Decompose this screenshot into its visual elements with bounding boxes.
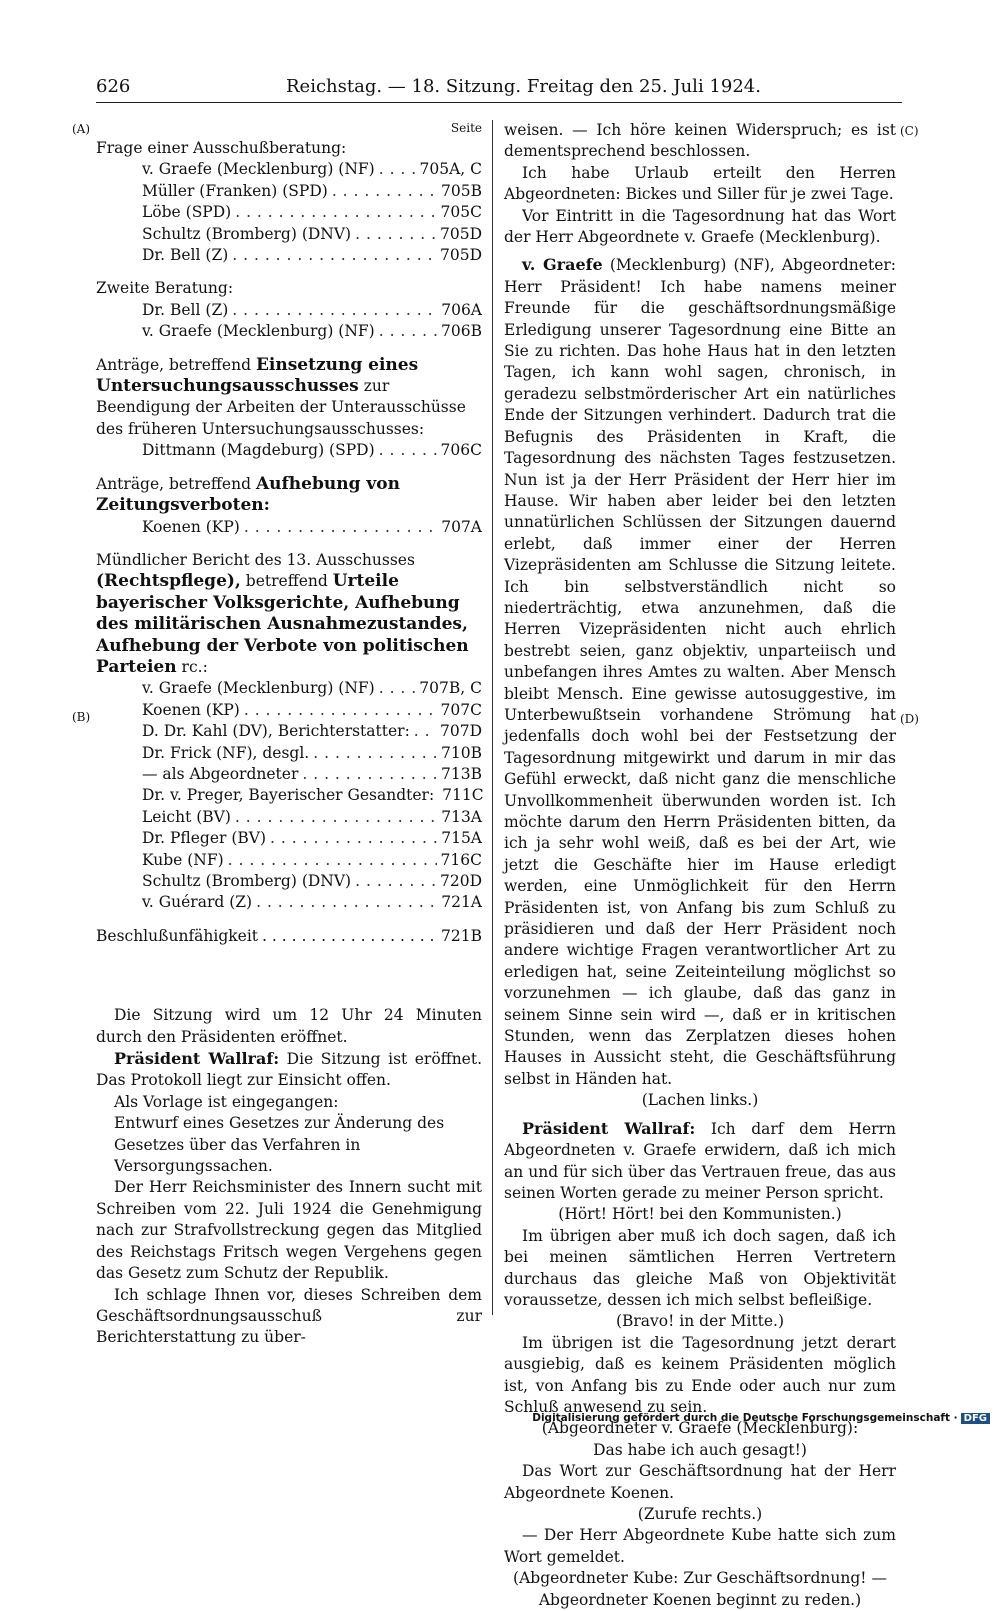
dfg-logo: DFG <box>961 1413 990 1424</box>
toc-entry: Koenen (KP) . . . 707A <box>96 517 482 538</box>
toc-entry: — als Abgeordneter . . . 713B <box>96 764 482 785</box>
toc-entry: v. Guérard (Z) . . . 721A <box>96 892 482 913</box>
margin-letter-c: (C) <box>900 124 919 138</box>
toc-entry: v. Graefe (Mecklenburg) (NF) . . . 706B <box>96 321 482 342</box>
toc-entry: Dr. Bell (Z) . . . 706A <box>96 300 482 321</box>
toc-entry: Schultz (Bromberg) (DNV) . . . 720D <box>96 871 482 892</box>
toc-entry: Dittmann (Magdeburg) (SPD) . . . 706C <box>96 440 482 461</box>
paragraph: Das Wort zur Geschäftsordnung hat der Herr Abgeordnete Koenen. <box>504 1462 896 1502</box>
interjection: (Abgeordneter v. Graefe (Mecklenburg): <box>541 1419 859 1438</box>
paragraph: Ich habe Urlaub erteilt den Herren Abgeordneten: Bickes und Siller für je zwei Tage. <box>504 163 896 204</box>
paragraph: Ich schlage Ihnen vor, dieses Schreiben dem Geschäftsordnungsausschuß zur Berichterstattung zu über- <box>96 1285 482 1347</box>
toc-entry: Dr. v. Preger, Bayerischer Gesandter: 711C <box>142 786 484 805</box>
paragraph: Die Sitzung wird um 12 Uhr 24 Minuten durch den Präsidenten eröffnet. <box>96 1006 482 1046</box>
toc-entry: Dr. Pfleger (BV) . . . 715A <box>96 828 482 849</box>
paragraph: v. Graefe (Mecklenburg) (NF), Abgeordneter: Herr Präsident! Ich habe namens meiner Freunde für die geschäftsordnungsmäßige Erledigung unserer Tagesordnung eine Bitte an Sie zu richten. Das hohe Haus hat in den letzten Tagen, ich kann wohl sagen, chronisch, in geradezu selbstmörderischer Art ein natürliches Ende der Sitzungen verhindert. Dadurch trat die Befugnis des Präsidenten in Kraft, die Tagesordnung des nächsten Tages festzusetzen. Nun ist ja der Herr Präsident der Herr hier im Hause. Wir haben aber leider bei den letzten unnatürlichen Schlüssen der Sitzungen dauernd erlebt, daß immer einer der Herren Vizepräsidenten am Schlusse die Sitzung leitete. Ich bin selbstverständlich nicht so niederträchtig, etwa anzunehmen, daß die Herren Vizepräsidenten nicht auch ehrlich bestrebt seien, ganz objektiv, unparteiisch und unbefangen ihres Amtes zu walten. Aber Mensch bleibt Mensch. Eine gewisse autosuggestive, im Unterbewußtsein vorhandene Strömung hat jedenfalls doch wohl bei der Festsetzung der Tagesordnung mitgewirkt und darum in mir das Gefühl erweckt, daß nicht ganz die menschliche Unvollkommenheit überwunden worden ist. Ich möchte darum den Herrn Präsidenten bitten, da ich ja sehr wohl weiß, daß es bei der Art, wie jetzt die Geschäfte hier im Hause erledigt werden, eine Unmöglichkeit für den Herrn Präsidenten ist, von Anfang bis zum Schluß zu präsidieren und daß der Herr Präsident noch andere wichtige Fragen verantwortlicher Art zu erledigen hat, seine Zeiteinteilung möglichst so vorzunehmen — ich glaube, daß das ganz in seinem Sinne sein wird —, daß er in kritischen Stunden, wenn das Zerplatzen dieses hohen Hauses in Aussicht steht, die Geschäftsführung selbst in Händen hat. <box>504 255 896 1088</box>
toc-group-1 <box>96 159 482 266</box>
toc-entry: Dr. Frick (NF), desgl. . . . 710B <box>96 743 482 764</box>
section-title: Frage einer Ausschußberatung: <box>96 139 347 157</box>
toc-entry: Dr. Bell (Z) . . . 705D <box>96 245 482 266</box>
toc-entry: Löbe (SPD) . . . 705C <box>96 202 482 223</box>
interjection: (Lachen links.) <box>641 1091 759 1110</box>
margin-letter-b: (B) <box>72 710 91 724</box>
toc-entry: Müller (Franken) (SPD) . . . 705B <box>96 181 482 202</box>
paragraph: Der Herr Reichsminister des Innern sucht mit Schreiben vom 22. Juli 1924 die Genehmigung nach zur Strafvollstreckung gegen das Mitglied des Reichstags Fritsch wegen Vergehens gegen das Gesetz zum Schutz der Republik. <box>96 1178 482 1283</box>
column-rule <box>492 120 493 1315</box>
paragraph: — Der Herr Abgeordnete Kube hatte sich zum Wort gemeldet. <box>504 1526 896 1566</box>
paragraph: Als Vorlage ist eingegangen: <box>114 1092 339 1111</box>
right-column <box>504 120 896 1611</box>
toc-entry: D. Dr. Kahl (DV), Berichterstatter: . . . 707D <box>96 721 482 742</box>
left-column <box>96 120 482 1349</box>
margin-letter-a: (A) <box>72 122 91 136</box>
paragraph: Im übrigen ist die Tagesordnung jetzt derart ausgiebig, daß es keinem Präsidenten möglich ist, von Anfang bis zu Ende oder auch nur zum Schluß anwesend zu sein. <box>504 1333 896 1416</box>
speaker-name: Präsident Wallraf: <box>522 1118 696 1138</box>
interjection: (Zurufe rechts.) <box>637 1505 763 1523</box>
running-title: Reichstag. — 18. Sitzung. Freitag den 25. Juli 1924. <box>286 76 761 97</box>
paragraph: Präsident Wallraf: Ich darf dem Herrn Abgeordneten v. Graefe erwidern, daß ich mich an und für sich über das Vertrauen freue, das aus seinen Worten gerade zu meiner Person spricht. <box>504 1118 896 1202</box>
interjection: Das habe ich auch gesagt!) <box>593 1440 807 1459</box>
speaker-name: Präsident Wallraf: <box>114 1049 280 1069</box>
margin-letter-d: (D) <box>900 712 919 726</box>
interjection: (Hört! Hört! bei den Kommunisten.) <box>558 1205 842 1224</box>
interjection: Abgeordneter Koenen beginnt zu reden.) <box>538 1590 862 1609</box>
speaker-name: v. Graefe <box>522 255 603 275</box>
toc-entry: Kube (NF) . . . 716C <box>96 850 482 871</box>
toc-group-5 <box>96 678 482 913</box>
page-header <box>96 74 902 103</box>
section-title: Anträge, betreffend Einsetzung eines Untersuchungsausschusses zur Beendigung der Arbeiten der Unterausschüsse des früheren Untersuchungsausschusses: <box>96 354 466 438</box>
toc-entry: Beschlußunfähigkeit . . . 721B <box>96 926 482 947</box>
toc-entry: v. Graefe (Mecklenburg) (NF) . . . 707B, C <box>96 678 482 699</box>
toc-entry: Koenen (KP) . . . 707C <box>96 700 482 721</box>
digitization-credit: Digitalisierung gefördert durch die Deutsche Forschungsgemeinschaft · DFG <box>532 1412 990 1424</box>
interjection: (Abgeordneter Kube: Zur Geschäftsordnung! — <box>513 1569 887 1588</box>
page-number: 626 <box>96 76 131 97</box>
paragraph: Im übrigen aber muß ich doch sagen, daß ich bei meinen sämtlichen Herren Vertretern durchaus das gleiche Maß von Objektivität voraussetze, dessen ich mich selbst befleißige. <box>504 1226 896 1309</box>
section-title: Anträge, betreffend Aufhebung von Zeitungsverboten: <box>96 473 400 516</box>
section-title: Zweite Beratung: <box>96 279 234 298</box>
paragraph: Vor Eintritt in die Tagesordnung hat das Wort der Herr Abgeordnete v. Graefe (Mecklenburg). <box>504 206 896 247</box>
interjection: (Bravo! in der Mitte.) <box>615 1312 785 1331</box>
paragraph-indented: Entwurf eines Gesetzes zur Änderung des Gesetzes über das Verfahren in Versorgungssachen. <box>114 1114 445 1176</box>
toc-entry: Schultz (Bromberg) (DNV) . . . 705D <box>96 224 482 245</box>
toc-entry: Leicht (BV) . . . 713A <box>96 807 482 828</box>
toc-entry: v. Graefe (Mecklenburg) (NF) . . . 705A, C <box>96 159 482 180</box>
paragraph: Präsident Wallraf: Die Sitzung ist eröffnet. Das Protokoll liegt zur Einsicht offen. <box>96 1049 482 1090</box>
seite-label: Seite <box>450 121 482 135</box>
paragraph: weisen. — Ich höre keinen Widerspruch; es ist dementsprechend beschlossen. <box>504 121 896 161</box>
section-title: Mündlicher Bericht des 13. Ausschusses (Rechtspflege), betreffend Urteile bayerischer Volksgerichte, Aufhebung des militärischen Ausnahmezustandes, Aufhebung der Verbote von politischen Parteien rc.: <box>96 550 469 677</box>
